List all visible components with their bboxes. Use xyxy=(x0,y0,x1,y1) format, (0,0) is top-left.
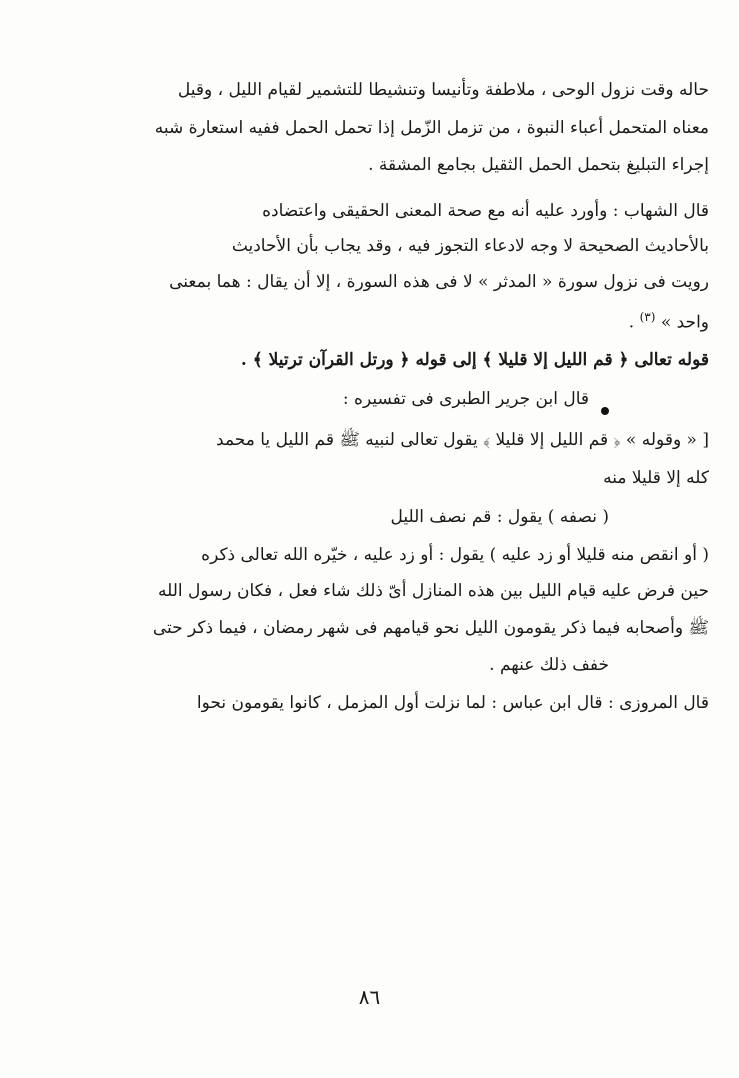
bullet-icon xyxy=(601,407,609,415)
text-line-2: معناه المتحمل أعباء النبوة ، من تزمل الزّمل إذا تحمل الحمل ففيه استعارة شبه xyxy=(154,118,709,138)
text-line-4: قال الشهاب : وأورد عليه أنه مع صحة المعنى الحقيقى واعتضاده xyxy=(262,201,709,221)
text-line-6: رويت فى نزول سورة « المدثر » لا فى هذه السورة ، إلا أن يقال : هما بمعنى xyxy=(169,272,709,292)
text-line-7-period: . xyxy=(628,312,635,333)
text-line-15: ﷺ وأصحابه فيما ذكر يقومون الليل نحو قيامهم فى شهر رمضان ، فيما ذكر حتى xyxy=(152,618,709,638)
text-line-1: حاله وقت نزول الوحى ، ملاطفة وتأنيسا وتنشيطا للتشمير لقيام الليل ، وقيل xyxy=(177,80,709,100)
text-line-13: ( أو انقص منه قليلا أو زد عليه ) يقول : أو زد عليه ، خيّره الله تعالى ذكره xyxy=(201,545,709,565)
text-line-7-body: واحد » xyxy=(660,312,709,333)
verse-heading: قوله تعالى ﴿ قم الليل إلا قليلا ﴾ إلى قوله ﴿ ورتل القرآن ترتيلا ﴾ . xyxy=(240,350,709,370)
text-line-3: إجراء التبليغ بتحمل الحمل الثقيل بجامع المشقة . xyxy=(368,155,709,175)
text-line-12: ( نصفه ) يقول : قم نصف الليل xyxy=(390,507,609,527)
text-line-11: كله إلا قليلا منه xyxy=(603,468,709,488)
citation-intro: قال ابن جرير الطبرى فى تفسيره : xyxy=(342,389,589,409)
page-number: ٨٦ xyxy=(358,985,381,1009)
text-line-16: خفف ذلك عنهم . xyxy=(489,655,609,675)
footnote-reference: (٣) xyxy=(639,310,656,324)
text-line-5: بالأحاديث الصحيحة لا وجه لادعاء التجوز فيه ، وقد يجاب بأن الأحاديث xyxy=(231,236,709,256)
text-line-14: حين فرض عليه قيام الليل بين هذه المنازل أىّ ذلك شاء فعل ، فكان رسول الله xyxy=(157,581,709,601)
text-line-17: قال المروزى : قال ابن عباس : لما نزلت أول المزمل ، كانوا يقومون نحوا xyxy=(196,693,709,713)
text-line-7 xyxy=(629,302,709,338)
text-line-10: [ « وقوله » ﴿ قم الليل إلا قليلا ﴾ يقول تعالى لنبيه ﷺ قم الليل يا محمد xyxy=(216,430,709,450)
